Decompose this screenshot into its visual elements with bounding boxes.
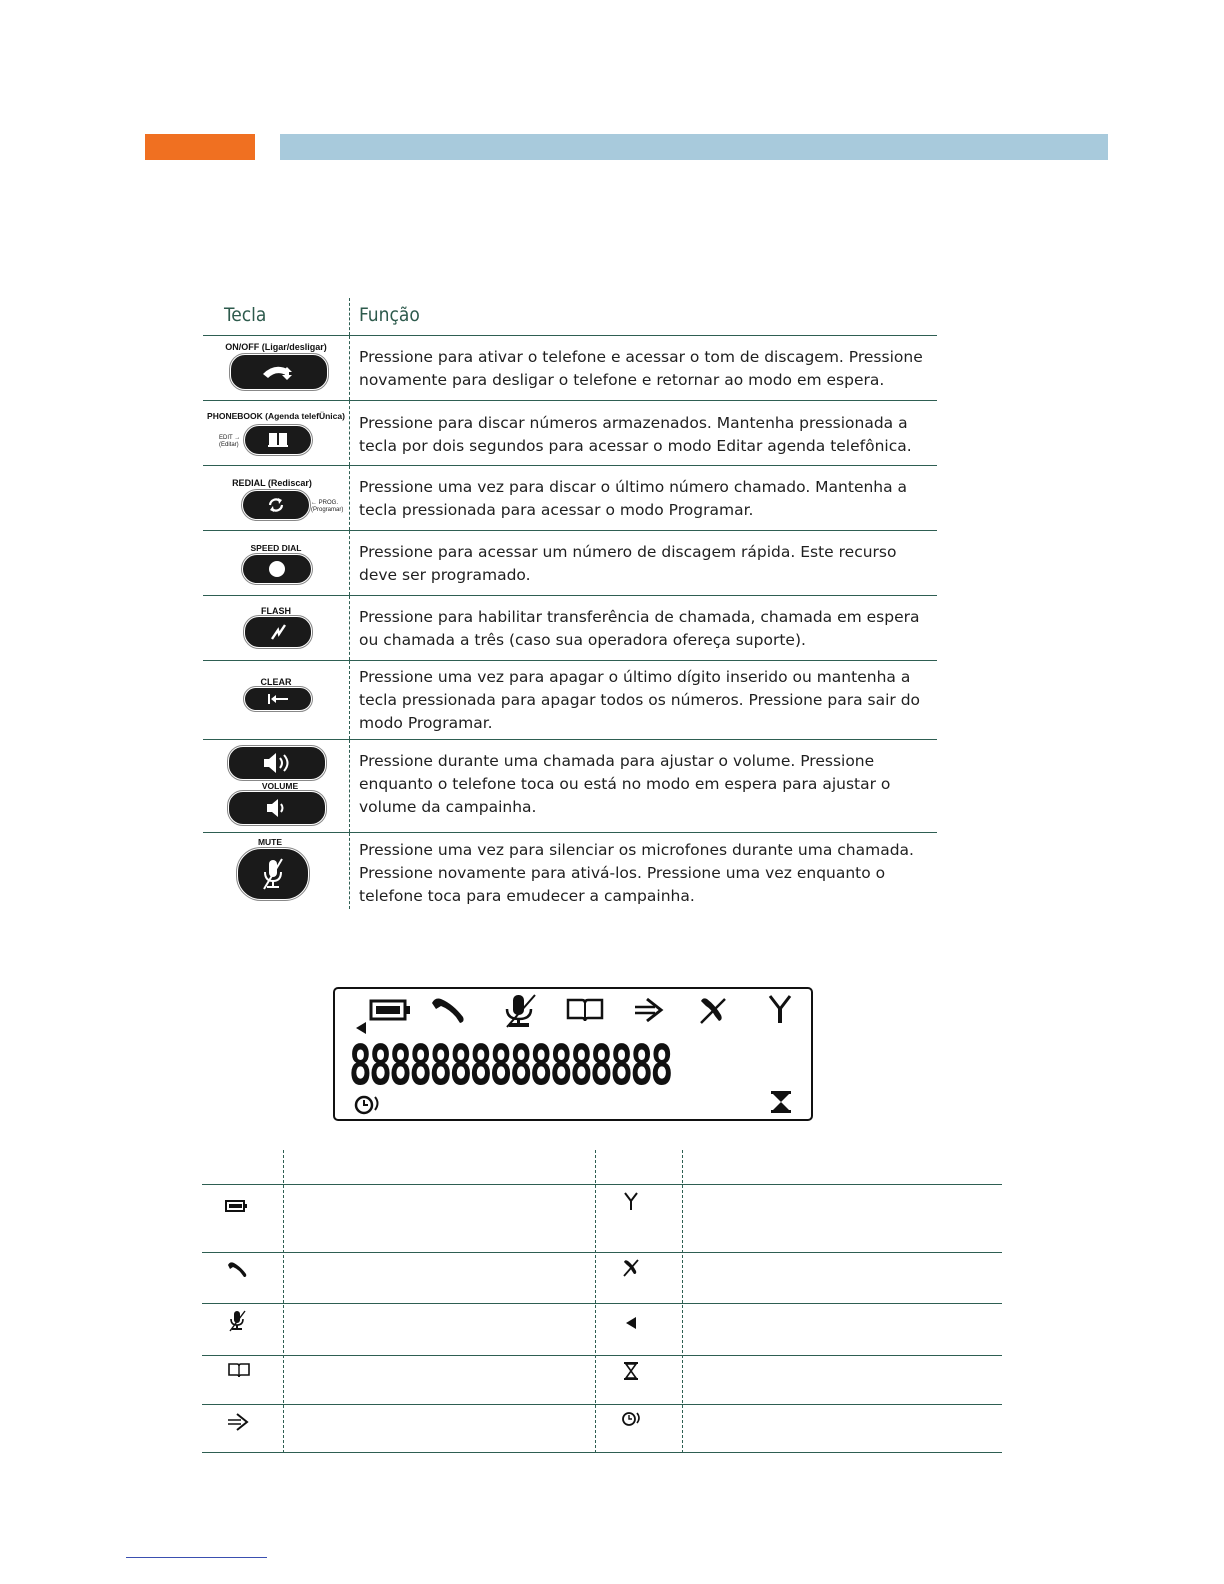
key-cell <box>203 833 349 909</box>
key-cell <box>203 336 349 400</box>
column-header-function: Função <box>359 304 420 326</box>
function-text: Pressione para ativar o telefone e acessar o tom de discagem. Pressione novamente para desligar o telefone e retornar ao modo em espera. <box>359 348 923 389</box>
table-row <box>203 336 937 401</box>
legend-item <box>224 1308 250 1334</box>
timer-icon <box>353 1093 385 1115</box>
legend-item <box>226 1360 252 1380</box>
key-label: SPEED DIAL <box>250 543 302 553</box>
column-divider <box>349 298 350 335</box>
key-cell <box>203 401 349 465</box>
row-divider <box>202 1303 1002 1304</box>
speed-dial-icon <box>267 559 287 579</box>
table-row <box>203 661 937 740</box>
function-text: Pressione para discar números armazenados. Mantenha pressionada a tecla por dois segundos para acessar o modo Editar agenda telefônica. <box>359 414 912 455</box>
handset-icon <box>226 1260 248 1278</box>
lcd-phonebook-icon <box>565 997 605 1023</box>
legend-item <box>620 1408 646 1428</box>
table-row <box>203 466 937 531</box>
phonebook-icon <box>267 432 289 448</box>
antenna-icon <box>767 993 793 1025</box>
column-divider <box>682 1150 683 1453</box>
column-header-key: Tecla <box>224 304 267 326</box>
column-divider <box>595 1150 596 1453</box>
header-blue-bar <box>280 134 1108 160</box>
row-divider <box>202 1452 1002 1453</box>
volume-up-button[interactable] <box>229 747 325 779</box>
legend-item <box>622 1314 640 1332</box>
key-label: PHONEBOOK (Agenda telefÜnica) <box>207 411 345 421</box>
key-label: VOLUME <box>261 781 299 791</box>
key-cell <box>203 740 349 832</box>
volume-down-button[interactable] <box>229 792 325 824</box>
function-text: Pressione para habilitar transferência de chamada, chamada em espera ou chamada a três (caso sua operadora ofereça suporte). <box>359 608 920 649</box>
table-row <box>203 833 937 909</box>
handset-icon <box>429 995 467 1025</box>
redial-button[interactable] <box>243 491 309 519</box>
column-divider <box>349 833 350 909</box>
mute-icon <box>260 857 286 891</box>
table-row <box>203 596 937 661</box>
function-text: Pressione durante uma chamada para ajustar o volume. Pressione enquanto o telefone toca ou está no modo em espera para ajustar o volume da campainha. <box>359 752 891 816</box>
footer-rule <box>126 1557 267 1558</box>
legend-item <box>620 1256 642 1280</box>
battery-icon <box>369 997 413 1023</box>
table-row <box>203 531 937 596</box>
row-divider <box>202 1404 1002 1405</box>
hourglass-icon <box>769 1089 793 1115</box>
mute-mic-icon <box>226 1310 248 1332</box>
key-label: REDIAL (Rediscar) <box>232 478 312 488</box>
key-label: FLASH <box>261 606 291 616</box>
row-divider <box>202 1252 1002 1253</box>
flash-button[interactable] <box>245 617 311 647</box>
on-off-button[interactable] <box>231 355 327 389</box>
key-cell <box>203 596 349 660</box>
key-label: CLEAR <box>260 677 292 687</box>
row-divider <box>202 1184 1002 1185</box>
lcd-display <box>333 987 813 1121</box>
volume-down-icon <box>263 797 291 819</box>
function-text: Pressione para acessar um número de discagem rápida. Este recurso deve ser programado. <box>359 543 897 584</box>
mute-mic-icon <box>499 993 539 1029</box>
key-label: MUTE <box>257 837 283 847</box>
forward-icon <box>631 995 667 1025</box>
function-text: Pressione uma vez para discar o último número chamado. Mantenha a tecla pressionada para acessar o modo Programar. <box>359 478 908 519</box>
timer-icon <box>621 1410 645 1426</box>
prog-side-label: ← PROG. (Programar) <box>311 500 344 513</box>
clear-icon <box>267 693 289 705</box>
key-cell <box>203 661 349 739</box>
speed-dial-button[interactable] <box>243 555 311 583</box>
phonebook-icon <box>227 1362 251 1378</box>
hourglass-icon <box>623 1361 639 1381</box>
ringer-off-icon <box>622 1258 640 1278</box>
legend-item <box>222 1196 252 1216</box>
column-divider <box>349 531 350 595</box>
icon-legend-table <box>202 1150 1002 1453</box>
forward-icon <box>226 1412 250 1432</box>
legend-item <box>620 1360 642 1382</box>
table-row <box>203 401 937 466</box>
table-row <box>203 740 937 833</box>
mute-button[interactable] <box>238 849 308 899</box>
edit-side-label: EDIT → (Editar) <box>219 435 241 448</box>
clear-button[interactable] <box>245 688 311 710</box>
left-arrow-icon <box>625 1316 637 1330</box>
ringer-off-icon <box>697 995 729 1027</box>
key-cell <box>203 531 349 595</box>
phonebook-button[interactable] <box>245 426 311 454</box>
antenna-icon <box>623 1191 639 1211</box>
header-orange-bar <box>145 134 255 160</box>
key-label: ON/OFF (Ligar/desligar) <box>225 342 327 352</box>
column-divider <box>349 466 350 530</box>
column-divider <box>283 1150 284 1453</box>
row-divider <box>202 1355 1002 1356</box>
key-cell <box>203 466 349 530</box>
function-text: Pressione uma vez para silenciar os microfones durante uma chamada. Pressione novamente para ativá-los. Pressione uma vez enquanto o telefone toca para emudecer a campainha. <box>359 841 914 905</box>
redial-icon <box>265 496 287 514</box>
battery-icon <box>225 1199 249 1213</box>
legend-item <box>224 1410 252 1434</box>
legend-item <box>224 1258 250 1280</box>
column-divider <box>349 336 350 400</box>
legend-item <box>620 1190 642 1212</box>
column-divider <box>349 596 350 660</box>
lcd-digits: 8888888888888888 <box>349 1033 671 1097</box>
volume-up-icon <box>261 751 293 775</box>
keys-table <box>203 298 937 909</box>
column-divider <box>349 661 350 739</box>
flash-icon <box>268 622 288 642</box>
phone-on-off-icon <box>259 360 299 384</box>
keys-table-header <box>203 298 937 336</box>
function-text: Pressione uma vez para apagar o último dígito inserido ou mantenha a tecla pressionada para apagar todos os números. Pressione para sair do modo Programar. <box>359 668 921 732</box>
